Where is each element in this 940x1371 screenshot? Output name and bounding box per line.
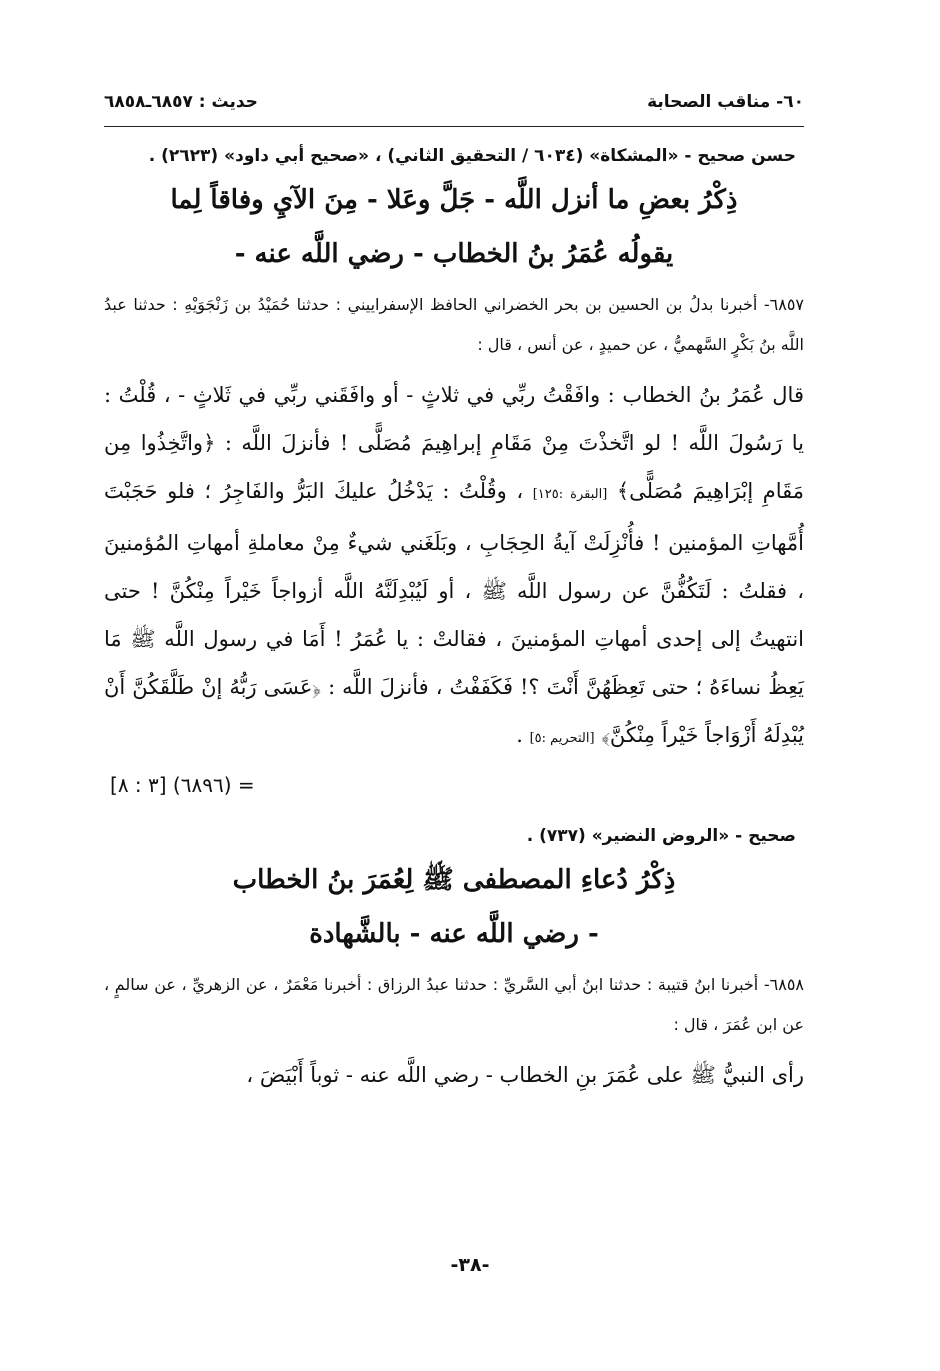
quran-ref-2: [التحريم :٥] (529, 731, 595, 746)
hadith-6857-text-a: قال عُمَرُ بنُ الخطاب : وافَقْتُ ربِّي في ثلاثٍ - أو وافَقَني ربِّي في ثَلاثٍ - ، قُلْتُ : يا رَسُولَ اللَّه ! لو اتَّخذْتَ مِنْ مَقَامِ إبراهِيمَ مُصَلًّى ! فأنزلَ اللَّه : (104, 383, 804, 455)
page-number: -٣٨- (450, 1254, 490, 1276)
hadith-6858-text: رأى النبيُّ ﷺ على عُمَرَ بنِ الخطاب - رضي اللَّه عنه - ثوباً أَبْيَضَ ، (246, 1063, 804, 1087)
hadith-6857-chain: ٦٨٥٧- أخبرنا بدلُ بن الحسين بن بحر الخضراني الحافظ الإسفراييني : حدثنا حُمَيْدُ بن زَنْجَوَيْهِ : حدثنا عبدُ اللَّه بنُ بَكْرٍ السَّهميُّ ، عن حميدٍ ، عن أنس ، قال : (104, 295, 804, 354)
running-header (104, 92, 804, 127)
section-heading-2 (104, 855, 804, 959)
hadith-6858-chain: ٦٨٥٨- أخبرنا ابنُ قتيبة : حدثنا ابنُ أبي السَّريِّ : حدثنا عبدُ الرزاق : أخبرنا مَعْمَرٌ ، عن الزهريِّ ، عن سالمٍ ، عن ابن عُمَرَ ، قال : (104, 975, 804, 1034)
cross-reference (104, 763, 804, 807)
quran-ref-1: [البقرة :١٢٥] (532, 487, 608, 502)
quran-quote-2: ﴿عَسَى رَبُّهُ إنْ طَلَّقَكُنَّ أَنْ يُبْدِلَهُ أَزْوَاجاً خَيْراً مِنْكُنَّ﴾ (104, 675, 804, 747)
chapter-title: ٦٠- مناقب الصحابة (647, 92, 804, 112)
hadith-range: حديث : ٦٨٥٧ـ٦٨٥٨ (104, 92, 258, 112)
cross-reference-text: = (٦٨٩٦) [٣ : ٨] (110, 773, 255, 797)
hadith-6857-text (104, 371, 804, 763)
hadith-6857-text-b: ، وقُلْتُ : يَدْخُلُ عليكَ البَرُّ والفَاجِرُ ؛ فلو حَجَبْتَ أُمَّهاتِ المؤمنين ! فأُنْزِلَتْ آيةُ الحِجَابِ ، وبَلَغَني شيءٌ مِنْ معاملةِ أمهاتِ المُؤمنينَ ، فقلتُ : لَتَكُفُّنَّ عن رسول اللَّه ﷺ ، أو لَيُبْدِلَنَّهُ اللَّه أزواجاً خَيْراً مِنْكُنَّ ! حتى انتهيتُ إلى إحدى أمهاتِ المؤمنينَ ، فقالتْ : يا عُمَرُ ! أَمَا في رسول اللَّه ﷺ مَا يَعِظُ نساءَهُ ؛ حتى تَعِظَهُنَّ أَنْتَ ؟! فَكَفَفْتُ ، فأنزلَ اللَّه : (104, 479, 805, 699)
section-heading-1-line-1: ذِكْرُ بعضِ ما أنزل اللَّه - جَلَّ وعَلا - مِنَ الآيِ وفاقاً لِما (170, 185, 738, 215)
grading-note-1: حسن صحيح - «المشكاة» (٦٠٣٤ / التحقيق الثاني) ، «صحيح أبي داود» (٢٦٢٣) . (148, 146, 796, 166)
end-mark: . (516, 723, 523, 747)
section-heading-2-line-1: ذِكْرُ دُعاءِ المصطفى ﷺ لِعُمَرَ بنُ الخطاب (232, 865, 676, 895)
section-heading-2-line-2: - رضي اللَّه عنه - بالشَّهادة (309, 919, 599, 949)
section-heading-1-line-2: يقولُه عُمَرُ بنُ الخطاب - رضي اللَّه عنه - (234, 239, 674, 269)
grading-note-2: صحيح - «الروض النضير» (٧٣٧) . (526, 826, 796, 846)
section-heading-1 (104, 175, 804, 279)
document-page (104, 92, 804, 1099)
quran-quote-1: ﴿واتَّخِذُوا مِن مَقَامِ إبْرَاهِيمَ مُصَلًّى﴾ (104, 431, 804, 503)
